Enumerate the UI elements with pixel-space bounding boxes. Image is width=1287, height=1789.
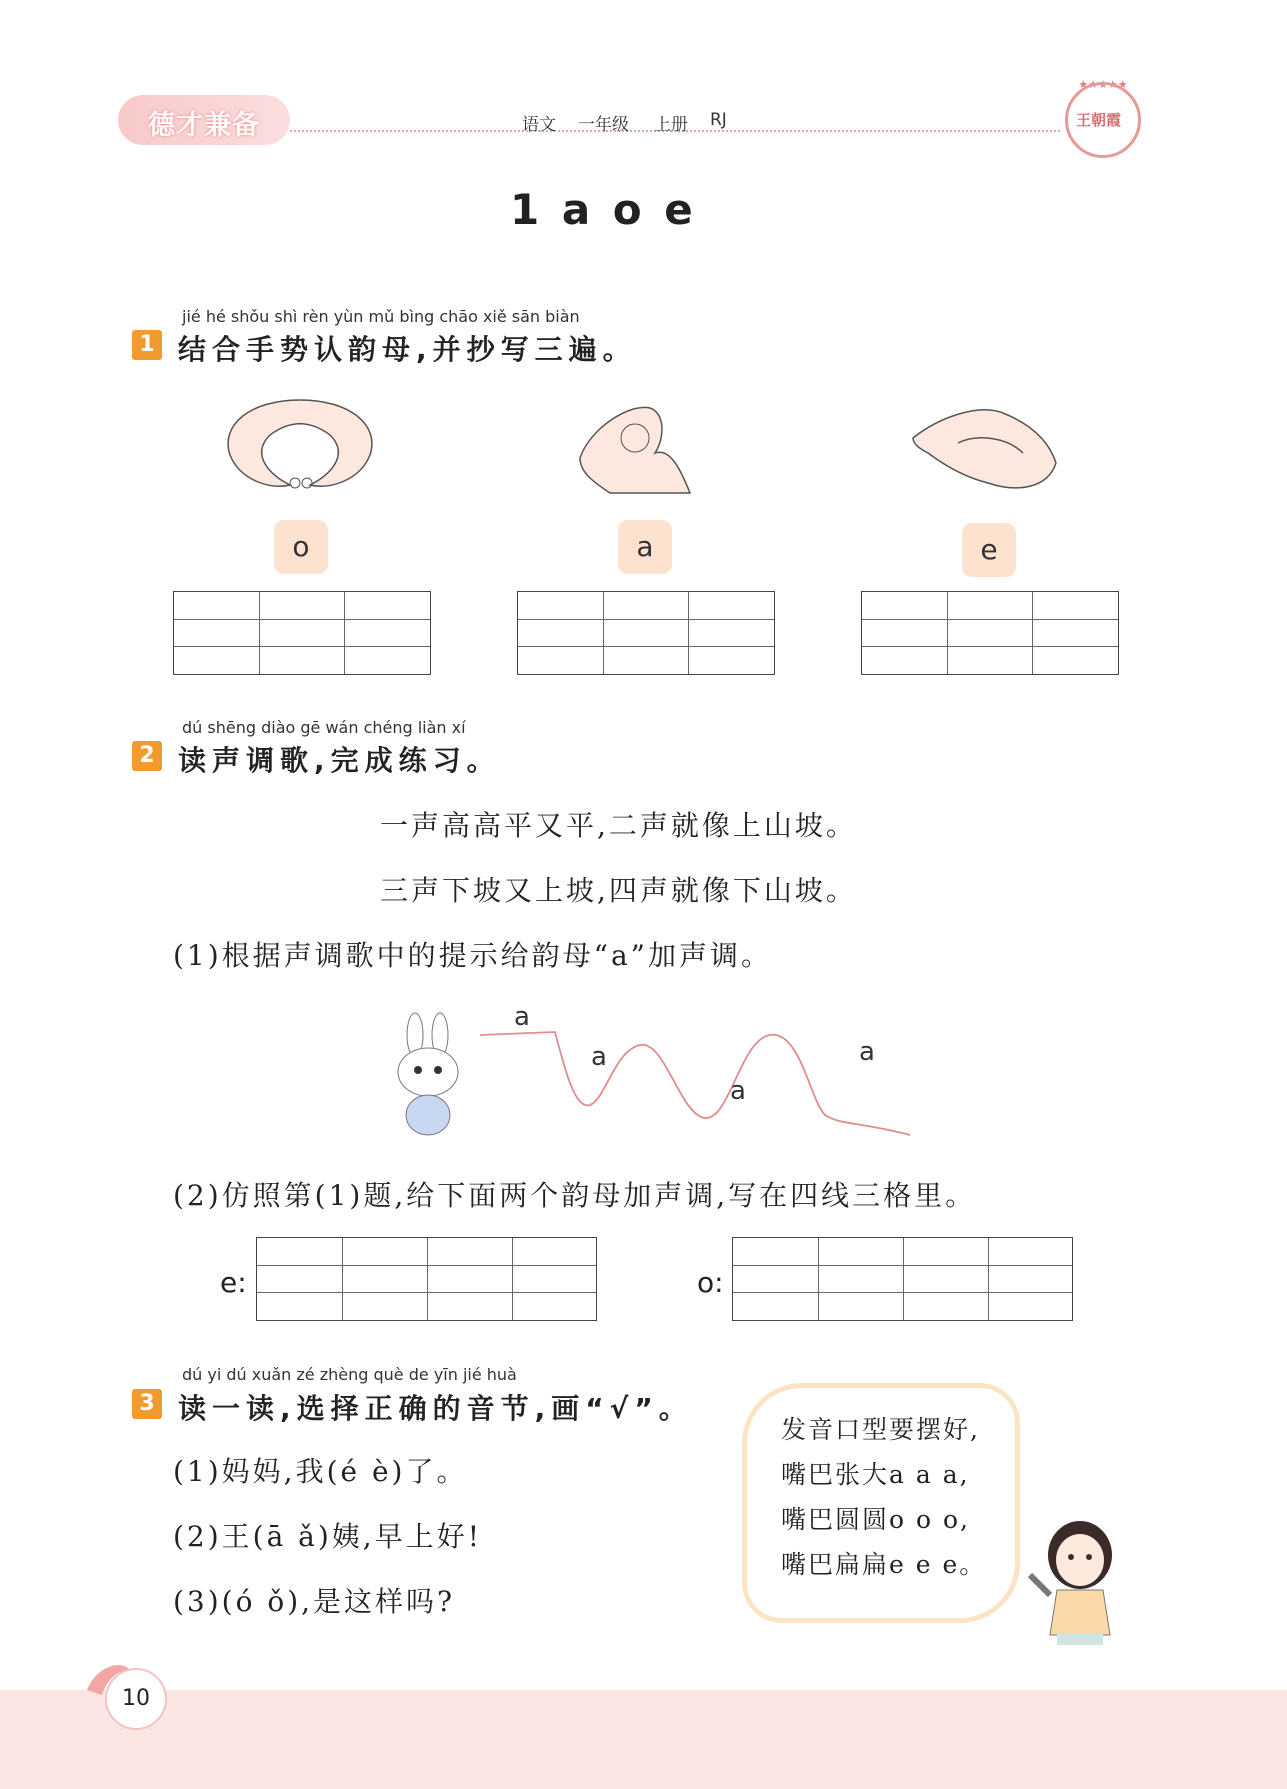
q3-number-badge: 3 [132,1389,162,1419]
q3-item-3[interactable]: (3)(ó ǒ),是这样吗? [173,1585,456,1618]
tone-curve-line [480,1010,920,1150]
q2-pinyin: dú shēng diào gē wán chéng liàn xí [182,718,466,737]
q2-instruction: 读声调歌,完成练习。 [178,744,501,777]
tone-song-line-1: 一声高高平又平,二声就像上山坡。 [380,809,857,842]
tone-song-line-2: 三声下坡又上坡,四声就像下山坡。 [380,874,857,907]
hand-gesture-o-icon [210,395,390,495]
bubble-line-2: 嘴巴张大a a a, [781,1460,970,1489]
page-title: 1 a o e [510,185,697,234]
q3-item-1[interactable]: (1)妈妈,我(é è)了。 [173,1455,468,1488]
q1-instruction: 结合手势认韵母,并抄写三遍。 [178,333,637,366]
q2-subquestion-1: (1)根据声调歌中的提示给韵母“a”加声调。 [173,939,772,972]
bubble-line-3: 嘴巴圆圆o o o, [781,1505,970,1534]
q2-number-badge: 2 [132,741,162,771]
label-o: o: [697,1266,724,1299]
tone-letter-1: a [514,1002,530,1032]
label-e: e: [220,1266,247,1299]
hand-gesture-e-icon [908,398,1058,498]
letter-chip-a: a [618,520,672,574]
writing-grid-e[interactable] [256,1237,597,1321]
bunny-mascot-icon [385,1010,475,1145]
q1-pinyin: jié hé shǒu shì rèn yùn mǔ bìng chāo xiě sān biàn [182,307,580,326]
girl-character-icon [1025,1515,1135,1650]
q3-item-2[interactable]: (2)王(ā ǎ)姨,早上好! [173,1520,482,1553]
footer-wave [0,1690,1287,1789]
header-volume: 上册 [654,115,688,135]
header-subject: 语文 [522,115,556,135]
writing-grid[interactable] [173,591,431,675]
letter-chip-e: e [962,523,1016,577]
header-grade: 一年级 [578,115,629,135]
brand-logo [118,95,290,145]
q2-subquestion-2: (2)仿照第(1)题,给下面两个韵母加声调,写在四线三格里。 [173,1179,977,1212]
bubble-line-4: 嘴巴扁扁e e e。 [781,1550,987,1579]
tone-letter-2: a [591,1042,607,1072]
seal-text: 王朝霞 [1076,111,1122,129]
hand-gesture-a-icon [570,0,710,100]
tone-letter-3: a [730,1076,746,1106]
q1-number-badge: 1 [132,330,162,360]
speech-bubble [742,1383,1020,1623]
seal-stars-icon: ★★★★★ [1078,78,1128,91]
author-seal [1065,82,1141,158]
writing-grid[interactable] [861,591,1119,675]
q3-instruction: 读一读,选择正确的音节,画“√”。 [178,1392,693,1425]
header-edition: RJ [710,110,727,130]
hand-gesture-a-drawing [570,398,710,498]
letter-chip-o: o [274,520,328,574]
writing-grid[interactable] [517,591,775,675]
page-number: 10 [105,1668,167,1730]
bubble-line-1: 发音口型要摆好, [781,1415,980,1444]
brand-text: 德才兼备 [148,110,260,141]
q3-pinyin: dú yi dú xuǎn zé zhèng què de yīn jié huà [182,1365,517,1384]
tone-letter-4: a [859,1037,875,1067]
writing-grid-o[interactable] [732,1237,1073,1321]
